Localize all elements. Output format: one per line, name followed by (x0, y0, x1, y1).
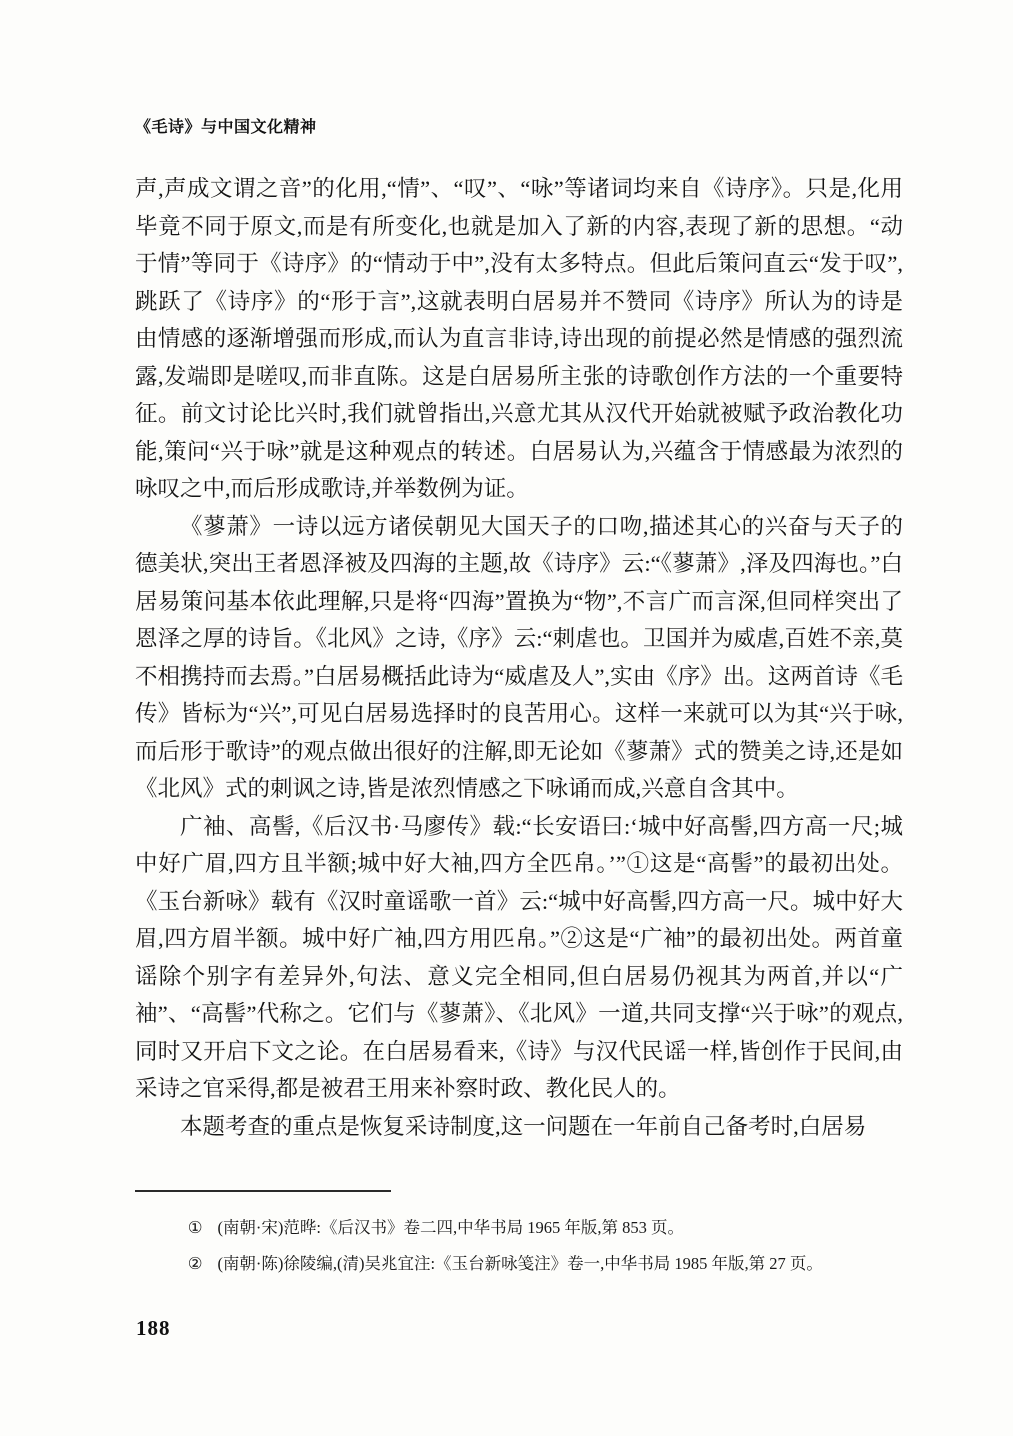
footnote-text-1: (南朝·宋)范晔:《后汉书》卷二四,中华书局 1965 年版,第 853 页。 (217, 1218, 685, 1237)
body-paragraph-3: 广袖、高髻,《后汉书·马廖传》载:“长安语曰:‘城中好高髻,四方高一尺;城中好广眉,四方且半额;城中好大袖,四方全匹帛。’”①这是“高髻”的最初出处。《玉台新咏》载有《汉时童谣歌一首》云:“城中好高髻,四方高一尺。城中好大眉,四方眉半额。城中好广袖,四方用匹帛。”②这是“广袖”的最初出处。两首童谣除个别字有差异外,句法、意义完全相同,但白居易仍视其为两首,并以“广袖”、“高髻”代称之。它们与《蓼萧》、《北风》一道,共同支撑“兴于咏”的观点,同时又开启下文之论。在白居易看来,《诗》与汉代民谣一样,皆创作于民间,由采诗之官采得,都是被君王用来补察时政、教化民人的。 (135, 813, 903, 1101)
body-paragraph-2: 《蓼萧》一诗以远方诸侯朝见大国天子的口吻,描述其心的兴奋与天子的德美状,突出王者恩泽被及四海的主题,故《诗序》云:“《蓼萧》,泽及四海也。”白居易策问基本依此理解,只是将“四海”置换为“物”,不言广而言深,但同样突出了恩泽之厚的诗旨。《北风》之诗,《序》云:“刺虐也。卫国并为威虐,百姓不亲,莫不相携持而去焉。”白居易概括此诗为“威虐及人”,实由《序》出。这两首诗《毛传》皆标为“兴”,可见白居易选择时的良苦用心。这样一来就可以为其“兴于咏,而后形于歌诗”的观点做出很好的注解,即无论如《蓼萧》式的赞美之诗,还是如《北风》式的刺讽之诗,皆是浓烈情感之下咏诵而成,兴意自含其中。 (135, 513, 903, 801)
footnote-marker-1: ① (187, 1218, 203, 1237)
page-number: 188 (136, 1316, 171, 1340)
footnotes (135, 1210, 907, 1282)
footnote-2 (135, 1246, 907, 1282)
footnote-1 (135, 1210, 907, 1246)
body-paragraph-4: 本题考查的重点是恢复采诗制度,这一问题在一年前自己备考时,白居易 (180, 1113, 867, 1139)
footnote-marker-2: ② (187, 1254, 203, 1273)
footnote-divider (135, 1190, 391, 1192)
body-text (135, 170, 903, 1145)
body-paragraph-1: 声,声成文谓之音”的化用,“情”、“叹”、“咏”等诸词均来自《诗序》。只是,化用毕竟不同于原文,而是有所变化,也就是加入了新的内容,表现了新的思想。“动于情”等同于《诗序》的“情动于中”,没有太多特点。但此后策问直云“发于叹”,跳跃了《诗序》的“形于言”,这就表明白居易并不赞同《诗序》所认为的诗是由情感的逐渐增强而形成,而认为直言非诗,诗出现的前提必然是情感的强烈流露,发端即是嗟叹,而非直陈。这是白居易所主张的诗歌创作方法的一个重要特征。前文讨论比兴时,我们就曾指出,兴意尤其从汉代开始就被赋予政治教化功能,策问“兴于咏”就是这种观点的转述。白居易认为,兴蕴含于情感最为浓烈的咏叹之中,而后形成歌诗,并举数例为证。 (135, 176, 903, 501)
footnote-text-2: (南朝·陈)徐陵编,(清)吴兆宜注:《玉台新咏笺注》卷一,中华书局 1985 年版,第 27 页。 (217, 1254, 823, 1273)
running-header: 《毛诗》与中国文化精神 (135, 119, 317, 136)
